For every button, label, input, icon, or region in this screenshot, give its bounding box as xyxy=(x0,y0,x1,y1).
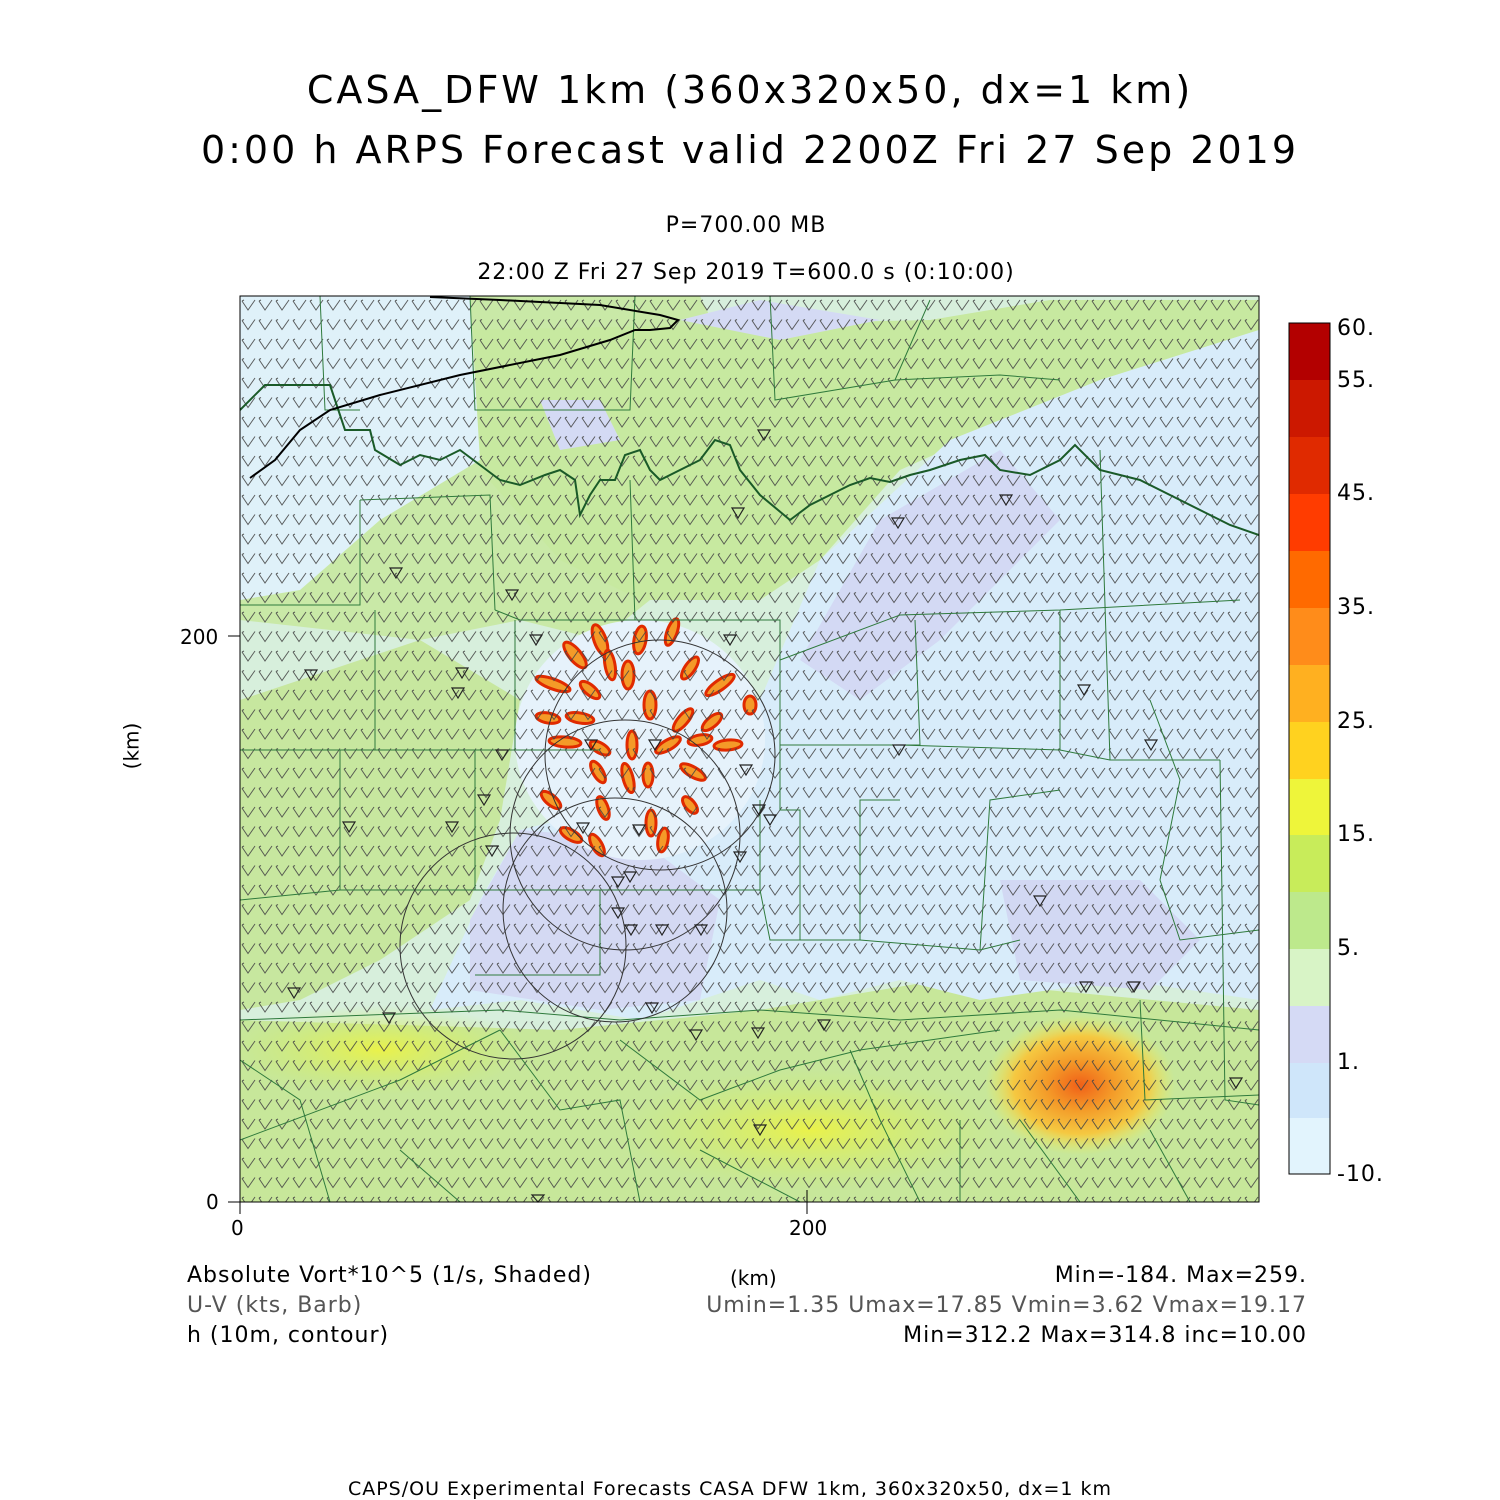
contour-field-stats: Min=312.2 Max=314.8 inc=10.00 xyxy=(903,1323,1307,1348)
colorbar-label-45: 45. xyxy=(1337,481,1375,506)
shaded-field-stats: Min=-184. Max=259. xyxy=(1054,1263,1307,1288)
x-tick-200: 200 xyxy=(789,1216,828,1240)
barb-field-stats: Umin=1.35 Umax=17.85 Vmin=3.62 Vmax=19.17 xyxy=(706,1293,1307,1318)
contour-field-label: h (10m, contour) xyxy=(187,1323,390,1348)
colorbar-label-5: 5. xyxy=(1337,936,1360,961)
y-tick-200: 200 xyxy=(180,625,219,649)
colorbar-label-25: 25. xyxy=(1337,709,1375,734)
colorbar-label-55: 55. xyxy=(1337,368,1375,393)
title-line-1: CASA_DFW 1km (360x320x50, dx=1 km) xyxy=(306,68,1194,112)
pressure-level: P=700.00 MB xyxy=(665,213,827,238)
credit-line: CAPS/OU Experimental Forecasts CASA DFW 1km, 360x320x50, dx=1 km xyxy=(347,1478,1113,1500)
valid-time: 22:00 Z Fri 27 Sep 2019 T=600.0 s (0:10:00) xyxy=(477,260,1015,285)
colorbar-label-1: 1. xyxy=(1337,1050,1360,1075)
shaded-field-label: Absolute Vort*10^5 (1/s, Shaded) xyxy=(187,1263,592,1288)
colorbar xyxy=(1289,323,1330,1174)
colorbar-label-35: 35. xyxy=(1337,595,1375,620)
title-line-2: 0:00 h ARPS Forecast valid 2200Z Fri 27 Sep 2019 xyxy=(200,128,1300,172)
colorbar-label-15: 15. xyxy=(1337,822,1375,847)
colorbar-label-minus10: -10. xyxy=(1337,1162,1384,1187)
vorticity-shading xyxy=(230,296,1259,1202)
x-axis-label: (km) xyxy=(730,1266,777,1290)
x-tick-0: 0 xyxy=(231,1216,244,1240)
y-axis-label: (km) xyxy=(119,722,144,770)
colorbar-label-60: 60. xyxy=(1337,316,1375,341)
barb-field-label: U-V (kts, Barb) xyxy=(187,1293,363,1318)
y-tick-0: 0 xyxy=(206,1190,219,1214)
